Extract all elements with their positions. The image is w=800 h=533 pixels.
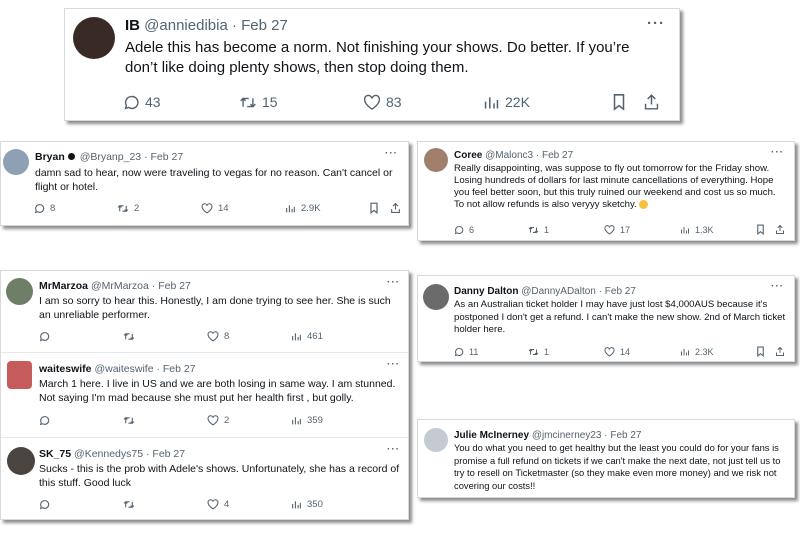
tweet-text: damn sad to hear, now were traveling to vegas for no reason. Can't cancel or flight or hotel. <box>35 167 393 193</box>
tweet-text: As an Australian ticket holder I may have just lost $4,000AUS because it's postponed I don't get a refund. I can't make the new show. 2nd of March ticket holder here. <box>454 299 786 335</box>
views-icon <box>680 225 690 235</box>
author-handle[interactable]: @Bryanp_23 <box>79 151 142 163</box>
avatar[interactable] <box>7 447 35 475</box>
author-handle[interactable]: @Malonc3 <box>485 150 534 161</box>
view-count: 2.9K <box>301 202 321 214</box>
share-icon[interactable] <box>775 346 785 357</box>
tweet-header <box>454 286 636 297</box>
tweet-card[interactable] <box>417 275 795 362</box>
like-count: 17 <box>620 224 631 235</box>
separator: · <box>151 280 156 292</box>
retweet-icon <box>123 499 135 510</box>
tweet-actions <box>454 224 790 235</box>
views-button[interactable] <box>680 347 756 357</box>
like-count: 14 <box>620 346 631 357</box>
tweet-actions <box>123 93 671 111</box>
tweet-date[interactable]: Feb 27 <box>610 430 642 441</box>
author-name[interactable]: Julie McInerney <box>454 430 530 441</box>
reply-button[interactable] <box>39 415 123 426</box>
tweet-header <box>39 363 196 375</box>
like-count: 4 <box>224 499 230 510</box>
reply-icon <box>34 203 45 214</box>
views-button[interactable] <box>483 94 611 111</box>
tweet-date[interactable]: Feb 27 <box>152 448 186 460</box>
retweet-count: 15 <box>262 94 278 110</box>
author-handle[interactable]: @anniedibia <box>144 17 228 34</box>
retweet-count: 1 <box>544 224 550 235</box>
view-count: 2.3K <box>695 346 714 357</box>
views-icon <box>291 499 302 510</box>
tweet-header <box>454 430 641 441</box>
heart-icon <box>207 499 219 510</box>
retweet-button[interactable] <box>123 415 207 426</box>
bookmark-icon[interactable] <box>611 93 627 111</box>
bookmark-icon[interactable] <box>756 224 765 235</box>
tweet-text: March 1 here. I live in US and we are both losing in same way. I am stunned. Not saying I'm mad because she must put her health first , but golly. <box>39 378 396 404</box>
reply-icon <box>123 94 140 111</box>
reply-icon <box>454 225 464 235</box>
views-icon <box>291 331 302 342</box>
emoji-icon <box>639 200 648 209</box>
like-button[interactable] <box>201 203 285 214</box>
reply-icon <box>454 347 464 357</box>
views-button[interactable] <box>285 203 369 214</box>
heart-icon <box>207 415 219 426</box>
retweet-count: 1 <box>544 346 550 357</box>
more-options-icon[interactable]: ··· <box>771 281 784 292</box>
tweet-text-content: Really disappointing, was suppose to fly out tomorrow for the Friday show. Losing hundreds of dollars for last minute cancellations of everything. Hope you feel better soon, but this truly ruined our weekend and cost us so much. To not allow refunds is also veryyy sketchy. <box>454 163 776 210</box>
tweet-actions <box>454 346 790 357</box>
retweet-button[interactable] <box>117 203 201 214</box>
avatar[interactable] <box>7 361 32 389</box>
reply-icon <box>39 499 50 510</box>
separator: · <box>146 448 150 460</box>
author-handle[interactable]: @waiteswife <box>94 363 154 375</box>
reply-count: 43 <box>145 94 161 110</box>
author-name[interactable]: MrMarzoa <box>39 280 89 292</box>
avatar[interactable] <box>6 278 33 305</box>
verified-badge-icon <box>68 153 75 160</box>
author-name[interactable]: IB <box>125 17 140 34</box>
retweet-button[interactable] <box>528 347 604 357</box>
author-name[interactable]: Coree <box>454 150 483 161</box>
tweet-card[interactable] <box>1 271 409 352</box>
like-button[interactable] <box>604 225 680 235</box>
tweet-date[interactable]: Feb 27 <box>241 17 288 34</box>
view-count: 1.3K <box>695 224 714 235</box>
reply-count: 6 <box>469 224 475 235</box>
bookmark-icon[interactable] <box>369 202 379 214</box>
like-count: 14 <box>218 202 229 214</box>
more-options-icon[interactable]: ··· <box>647 15 665 32</box>
author-name[interactable]: waiteswife <box>39 363 92 375</box>
tweet-card[interactable] <box>417 419 795 498</box>
like-count: 2 <box>224 415 230 426</box>
reply-button[interactable] <box>34 203 117 214</box>
like-button[interactable] <box>363 94 483 111</box>
author-name[interactable]: Danny Dalton <box>454 286 519 297</box>
tweet-actions <box>34 202 404 214</box>
view-count: 350 <box>307 499 323 510</box>
like-count: 83 <box>386 94 402 110</box>
separator: · <box>598 286 602 297</box>
separator: · <box>144 151 148 163</box>
retweet-icon <box>123 415 135 426</box>
share-icon[interactable] <box>643 93 660 111</box>
reply-icon <box>39 331 50 342</box>
tweet-date[interactable]: Feb 27 <box>158 280 191 292</box>
reply-button[interactable] <box>123 94 239 111</box>
retweet-button[interactable] <box>123 499 207 510</box>
view-count: 359 <box>307 415 323 426</box>
views-icon <box>285 203 296 214</box>
separator: · <box>604 430 608 441</box>
author-handle[interactable]: @jmcinerney23 <box>531 430 602 441</box>
tweet-text: You do what you need to get healthy but the least you could do for your fans is promise a full refund on tickets if we can't make the next date, not just tell us to try to resell on Ticketmaster (so they make even more money) and we risk not covering our costs!! <box>454 442 781 491</box>
tweet-header <box>39 280 191 292</box>
views-icon <box>483 94 500 111</box>
like-button[interactable] <box>207 415 291 426</box>
avatar[interactable] <box>424 148 448 172</box>
reply-button[interactable] <box>454 347 528 357</box>
reply-button[interactable] <box>39 331 123 342</box>
retweet-icon <box>528 347 539 357</box>
reply-count: 11 <box>469 346 479 357</box>
author-handle[interactable]: @DannyADalton <box>521 286 596 297</box>
tweet-date[interactable]: Feb 27 <box>150 151 184 163</box>
views-button[interactable] <box>680 225 756 235</box>
retweet-button[interactable] <box>123 331 207 342</box>
more-options-icon[interactable]: ··· <box>385 148 398 159</box>
views-button[interactable] <box>291 415 369 426</box>
avatar[interactable] <box>3 149 29 175</box>
author-name[interactable]: Bryan <box>35 151 65 163</box>
tweet-card[interactable] <box>417 141 795 241</box>
views-icon <box>291 415 302 426</box>
reply-icon <box>39 415 50 426</box>
author-handle[interactable]: @MrMarzoa <box>90 280 149 292</box>
tweet-text: I am so sorry to hear this. Honestly, I am done trying to see her. She is such an unreliable performer. <box>39 295 391 321</box>
retweet-icon <box>117 203 129 214</box>
view-count: 461 <box>307 331 323 342</box>
separator: · <box>535 150 540 161</box>
like-button[interactable] <box>604 347 680 357</box>
tweet-card[interactable] <box>64 8 680 121</box>
tweet-text: Adele this has become a norm. Not finishing your shows. Do better. If you’re don’t like doing plenty shows, then stop doing them. <box>125 39 630 76</box>
more-options-icon[interactable]: ··· <box>387 444 400 455</box>
retweet-button[interactable] <box>239 94 363 111</box>
reply-button[interactable] <box>39 499 123 510</box>
heart-icon <box>207 331 219 342</box>
tweet-card[interactable] <box>1 353 409 437</box>
retweet-icon <box>239 94 257 111</box>
views-button[interactable] <box>291 331 369 342</box>
author-handle[interactable]: @Kennedys75 <box>74 448 144 460</box>
reply-button[interactable] <box>454 225 528 235</box>
separator: · <box>156 363 160 375</box>
tweet-header <box>125 17 288 34</box>
tweet-date[interactable]: Feb 27 <box>162 363 196 375</box>
retweet-count: 2 <box>134 202 140 214</box>
retweet-icon <box>123 331 135 342</box>
separator: · <box>231 17 237 34</box>
post-tools <box>756 346 785 357</box>
tweet-date[interactable]: Feb 27 <box>542 150 574 161</box>
heart-icon <box>604 347 615 357</box>
tweet-text <box>454 163 788 211</box>
avatar[interactable] <box>424 428 448 452</box>
post-tools <box>369 202 401 214</box>
more-options-icon[interactable]: ··· <box>387 359 400 370</box>
tweet-header <box>35 151 183 163</box>
share-icon[interactable] <box>775 224 785 235</box>
post-tools <box>756 224 785 235</box>
tweet-actions <box>39 415 403 426</box>
post-tools <box>611 93 660 111</box>
tweet-text: Sucks - this is the prob with Adele's shows. Unfortunately, she has a record of this stuff. Good luck <box>39 463 400 489</box>
tweet-actions <box>39 499 403 510</box>
more-options-icon[interactable]: ··· <box>771 147 784 158</box>
view-count: 22K <box>505 94 530 110</box>
heart-icon <box>363 94 381 111</box>
heart-icon <box>604 225 615 235</box>
share-icon[interactable] <box>390 202 401 214</box>
avatar[interactable] <box>73 17 115 59</box>
tweet-actions <box>39 331 403 342</box>
more-options-icon[interactable]: ··· <box>387 277 400 288</box>
like-button[interactable] <box>207 331 291 342</box>
retweet-button[interactable] <box>528 225 604 235</box>
heart-icon <box>201 203 213 214</box>
tweet-column <box>0 270 409 520</box>
bookmark-icon[interactable] <box>756 346 765 357</box>
views-icon <box>680 347 690 357</box>
author-name[interactable]: SK_75 <box>39 448 72 460</box>
avatar[interactable] <box>423 284 449 310</box>
tweet-card[interactable] <box>1 438 409 520</box>
like-count: 8 <box>224 331 230 342</box>
views-button[interactable] <box>291 499 369 510</box>
tweet-card[interactable] <box>0 141 409 226</box>
like-button[interactable] <box>207 499 291 510</box>
tweet-header <box>39 448 185 460</box>
tweet-header <box>454 150 573 161</box>
reply-count: 8 <box>50 202 56 214</box>
retweet-icon <box>528 225 539 235</box>
tweet-date[interactable]: Feb 27 <box>604 286 636 297</box>
